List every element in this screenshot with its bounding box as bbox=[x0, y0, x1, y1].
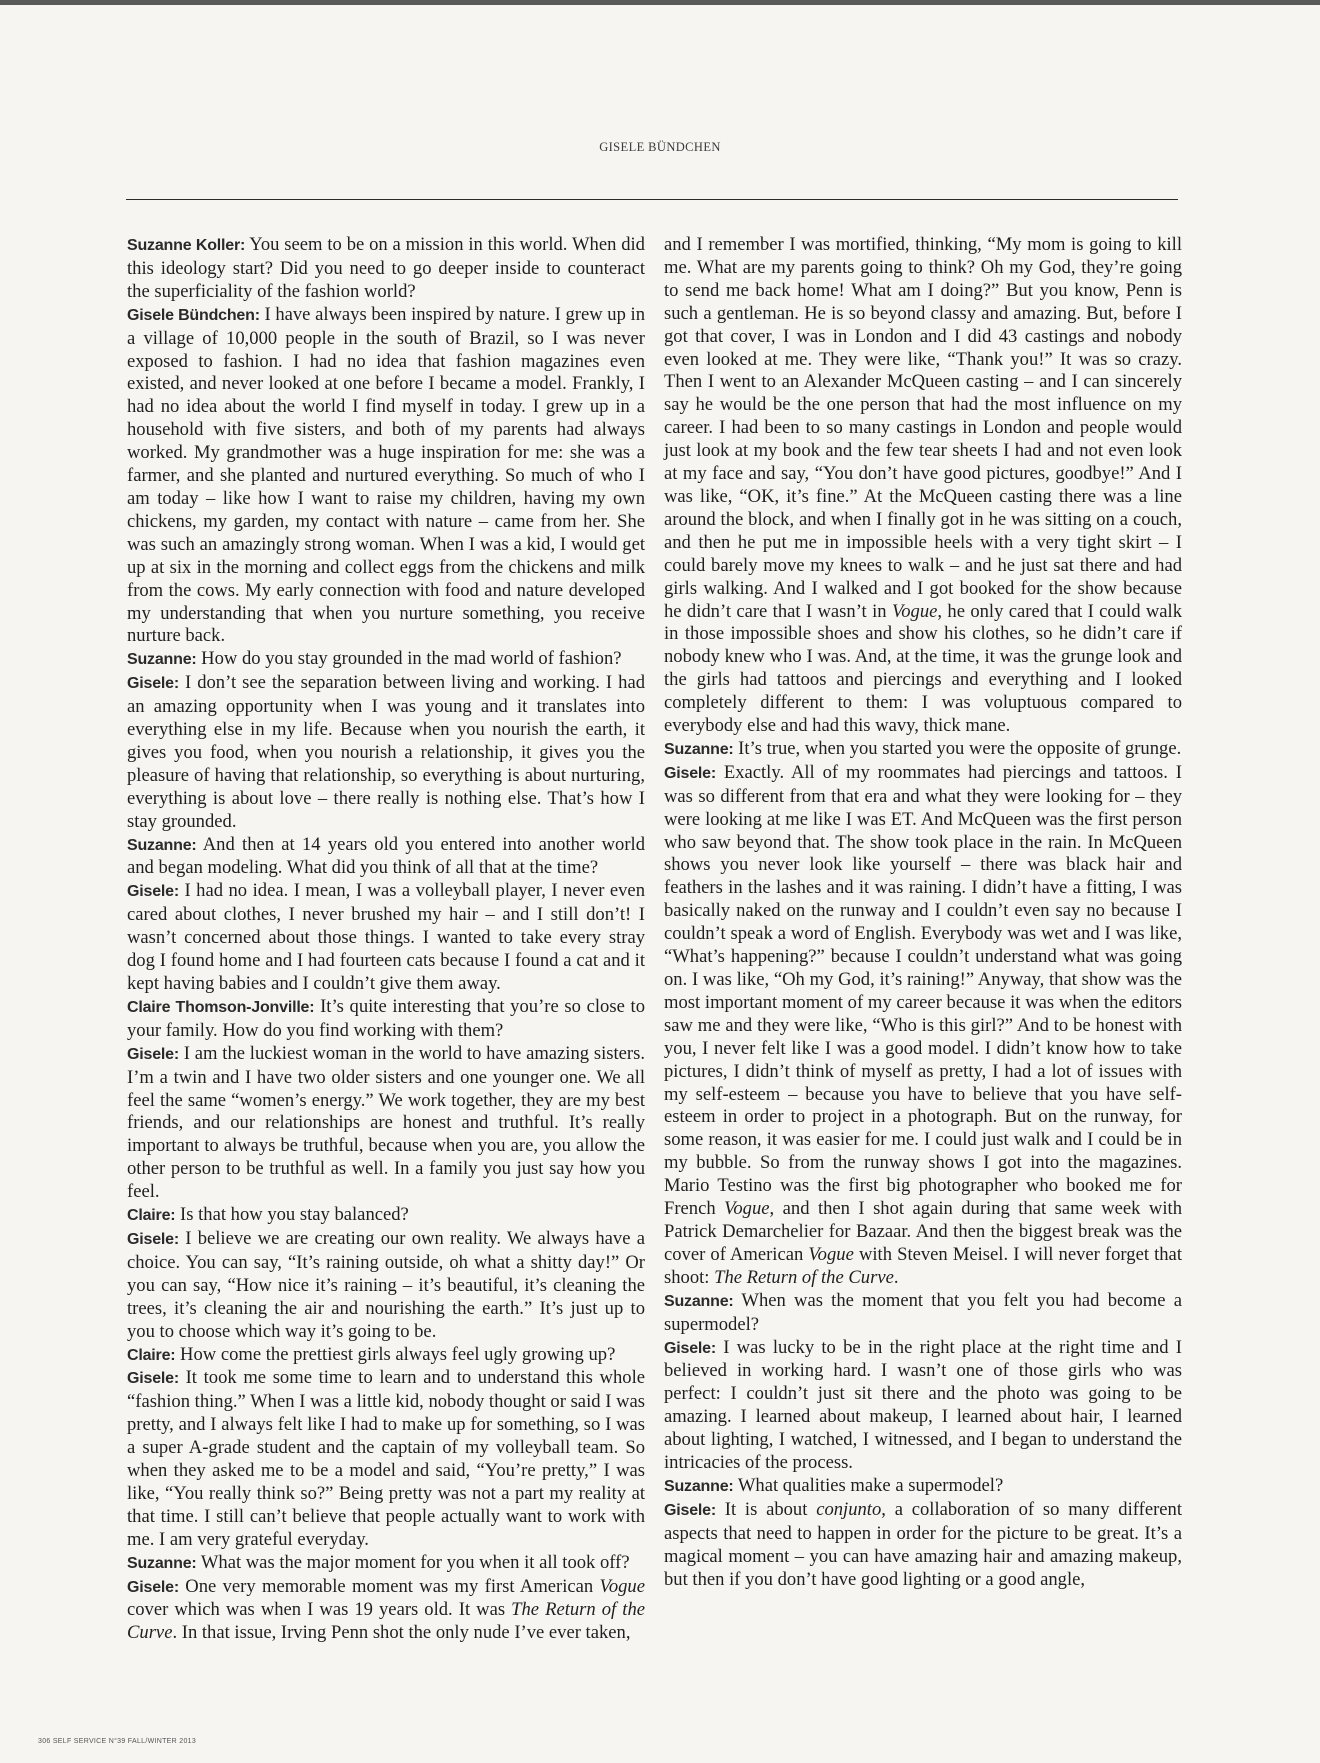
paragraph-text: . In that issue, Irving Penn shot the only nude I’ve ever taken, bbox=[172, 1622, 631, 1644]
paragraph-text: Is that how you stay balanced? bbox=[175, 1204, 409, 1226]
paragraph-text: I don’t see the separation between living and working. I had an amazing opportunity when I was young and it translates into everything else in my life. Because when you nourish the earth, it gives you food, when you nourish a relationship, it gives you the pleasure of having that relationship, so everything is about nurturing, everything is about love – there really is nothing else. That’s how I stay grounded. bbox=[127, 672, 645, 832]
interview-paragraph bbox=[127, 648, 645, 672]
speaker-name: Gisele Bündchen: bbox=[127, 306, 260, 324]
paragraph-text: I am the luckiest woman in the world to have amazing sisters. I’m a twin and I have two older sisters and one younger one. We all feel the same “women’s energy.” We work together, they are my best friends, and our relationships are honest and truthful. It’s really important to always be truthful, because when you are, you allow the other person to be truthful as well. In a family you just say how you feel. bbox=[127, 1042, 645, 1203]
interview-paragraph bbox=[127, 234, 645, 304]
paragraph-text: I have always been inspired by nature. I grew up in a village of 10,000 people in the south of Brazil, so I was never exposed to fashion. I had no idea that fashion magazines even existed, and never looked at one before I became a model. Frankly, I had no idea about the world I find myself in today. I grew up in a household with five sisters, and both of my parents had always worked. My grandmother was a huge inspiration for me: she was a farmer, and she planted and nurtured everything. So much of who I am today – like how I want to raise my children, having my own chickens, my garden, my contact with nature – came from her. She was such an amazingly strong woman. When I was a kid, I would get up at six in the morning and collect eggs from the chickens and milk from the cows. My early connection with food and nature developed my understanding that when you nurture something, you receive nurture back. bbox=[127, 303, 646, 647]
paragraph-text: And then at 14 years old you entered into another world and began modeling. What did you think of all that at the time? bbox=[127, 833, 645, 879]
speaker-name: Gisele: bbox=[664, 1501, 716, 1519]
speaker-name: Gisele: bbox=[127, 675, 179, 693]
interview-paragraph bbox=[127, 672, 645, 833]
interview-paragraph bbox=[127, 1228, 645, 1344]
speaker-name: Claire: bbox=[127, 1207, 176, 1225]
paragraph-text: It’s quite interesting that you’re so close to your family. How do you find working with them? bbox=[127, 995, 645, 1041]
paragraph-text: It took me some time to learn and to understand this whole “fashion thing.” When I was a little kid, nobody thought or said I was pretty, and I always felt like I had to make up for something, so I was a super A-grade student and the captain of my volleyball team. So when they asked me to be a model and said, “You’re pretty,” I was like, “You really think so?” Being pretty was not a part my reality at that time. I still can’t believe that people actually want to work with me. I am very grateful everyday. bbox=[127, 1367, 645, 1550]
interview-paragraph bbox=[664, 234, 1182, 738]
left-column bbox=[127, 234, 645, 1645]
italic-title-text: conjunto bbox=[816, 1498, 882, 1520]
speaker-name: Claire Thomson-Jonville: bbox=[127, 998, 315, 1016]
paragraph-text: What was the major moment for you when it all took off? bbox=[196, 1551, 630, 1573]
paragraph-text: How come the prettiest girls always feel ugly growing up? bbox=[175, 1343, 616, 1365]
paragraph-text: How do you stay grounded in the mad world of fashion? bbox=[196, 648, 622, 670]
paragraph-text: It is about bbox=[715, 1498, 817, 1520]
speaker-name: Suzanne: bbox=[664, 1477, 734, 1495]
interview-paragraph bbox=[664, 1499, 1182, 1592]
speaker-name: Suzanne: bbox=[127, 1554, 197, 1572]
paragraph-text: I had no idea. I mean, I was a volleyball player, I never even cared about clothes, I never brushed my hair – and I still don’t! I wasn’t concerned about those things. I wanted to take every stray dog I found home and I had fourteen cats because I found a cat and it kept having babies and I couldn’t give them away. bbox=[127, 880, 645, 994]
speaker-name: Suzanne: bbox=[127, 836, 197, 854]
paragraph-text: , a collaboration of so many different aspects that need to happen in order for the picture to be great. It’s a magical moment – you can have amazing hair and amazing makeup, but then if you don’t have good lighting or a good angle, bbox=[664, 1498, 1182, 1590]
speaker-name: Gisele: bbox=[127, 1230, 179, 1248]
italic-title-text: Vogue bbox=[724, 1198, 770, 1220]
interview-paragraph bbox=[127, 304, 645, 649]
speaker-name: Gisele: bbox=[127, 883, 179, 901]
paragraph-text: with Steven Meisel. I will never forget that shoot: bbox=[664, 1243, 1182, 1288]
interview-paragraph bbox=[127, 880, 645, 996]
paragraph-text: , he only cared that I could walk in those impossible shoes and show his clothes, so he didn’t care if nobody knew who I was. And, at the time, it was the grunge look and the girls had tattoos and piercings and everything and I looked completely different to them: I was voluptuous compared to everybody else and had this wavy, thick mane. bbox=[664, 600, 1182, 737]
interview-paragraph bbox=[664, 738, 1182, 762]
interview-paragraph bbox=[664, 1290, 1182, 1337]
interview-paragraph bbox=[664, 1337, 1182, 1475]
paragraph-text: Exactly. All of my roommates had piercings and tattoos. I was so different from that era and what they were looking for – they were looking at me like I was ET. And McQueen was the first person who saw beyond that. The show took place in the rain. In McQueen shows you never look like yourself – there was black hair and feathers in the lashes and it was raining. I didn’t have a fitting, I was basically naked on the runway and I couldn’t even say no because I couldn’t speak a word of English. Everybody was wet and I was like, “What’s happening?” because I couldn’t understand what was going on. I was like, “Oh my God, it’s raining!” Anyway, that show was the most important moment of my career because it was when the editors saw me and they were like, “Who is this girl?” And to be honest with you, I never felt like I was a good model. I didn’t know how to take pictures, I didn’t think of myself as pretty, I had a lot of issues with my self-esteem – because you have to believe that you have self-esteem in order to project in a photograph. But on the runway, for some reason, it was easier for me. I could just walk and I could be in my bubble. So from the runway shows I got into the magazines. Mario Testino was the first big photographer who booked me for French bbox=[664, 761, 1182, 1220]
paragraph-text: I was lucky to be in the right place at the right time and I believed in working hard. I wasn’t one of those girls who was perfect: I couldn’t just sit there and the photo was going to be amazing. I learned about makeup, I learned about hair, I learned about lighting, I watched, I witnessed, and I began to understand the intricacies of the process. bbox=[664, 1336, 1182, 1474]
speaker-name: Gisele: bbox=[664, 1339, 716, 1357]
paragraph-text: . bbox=[893, 1266, 899, 1288]
speaker-name: Suzanne: bbox=[127, 651, 197, 669]
page-top-edge bbox=[0, 0, 1320, 5]
page-footer: 306 SELF SERVICE N°39 FALL/WINTER 2013 bbox=[38, 1738, 197, 1745]
interview-paragraph bbox=[127, 996, 645, 1043]
interview-paragraph bbox=[127, 1344, 645, 1368]
interview-paragraph bbox=[664, 1475, 1182, 1499]
paragraph-text: and I remember I was mortified, thinking, “My mom is going to kill me. What are my parents going to think? Oh my God, they’re going to send me back home! What am I doing?” But you know, Penn is such a gentleman. He is so beyond classy and amazing. But, before I got that cover, I was in London and I did 43 castings and nobody even looked at me. They were like, “Thank you!” It was so crazy. Then I went to an Alexander McQueen casting – and I can sincerely say he would be the one person that had the most influence on my career. I had been to so many castings in London and people would just look at my book and the few tear sheets I had and not even look at my face and say, “You don’t have good pictures, goodbye!” And I was like, “OK, it’s fine.” At the McQueen casting there was a line around the block, and when I finally got in he was sitting on a couch, and then he put me in impossible heels with a very tight skirt – I could barely move my knees to walk – and he just sat there and had girls walking. And I walked and I got booked for the show because he didn’t care that I wasn’t in bbox=[664, 234, 1182, 622]
paragraph-text: cover which was when I was 19 years old. It was bbox=[127, 1599, 512, 1621]
italic-title-text: Vogue bbox=[599, 1575, 645, 1597]
paragraph-text: You seem to be on a mission in this world. When did this ideology start? Did you need to go deeper inside to counteract the superficiality of the fashion world? bbox=[127, 234, 645, 302]
interview-paragraph bbox=[127, 834, 645, 881]
speaker-name: Suzanne Koller: bbox=[127, 237, 246, 254]
paragraph-text: When was the moment that you felt you had become a supermodel? bbox=[664, 1289, 1182, 1335]
italic-title-text: The Return of the Curve bbox=[714, 1266, 894, 1288]
paragraph-text: One very memorable moment was my first American bbox=[178, 1575, 600, 1597]
speaker-name: Suzanne: bbox=[664, 1292, 734, 1310]
paragraph-text: , and then I shot again during that same week with Patrick Demarchelier for Bazaar. And then the biggest break was the cover of American bbox=[664, 1198, 1182, 1265]
paragraph-text: I believe we are creating our own reality. We always have a choice. You can say, “It’s raining outside, oh what a shitty day!” Or you can say, “How nice it’s raining – it’s beautiful, it’s cleaning the trees, it’s cleaning the air and nourishing the earth.” It’s just up to you to choose which way it’s going to be. bbox=[127, 1227, 645, 1342]
speaker-name: Claire: bbox=[127, 1346, 176, 1364]
speaker-name: Suzanne: bbox=[664, 740, 734, 758]
speaker-name: Gisele: bbox=[127, 1578, 179, 1596]
interview-paragraph bbox=[127, 1204, 645, 1228]
paragraph-text: It’s true, when you started you were the opposite of grunge. bbox=[733, 737, 1182, 759]
interview-paragraph bbox=[664, 762, 1182, 1290]
speaker-name: Gisele: bbox=[127, 1045, 179, 1063]
header-rule bbox=[126, 199, 1178, 200]
interview-paragraph bbox=[127, 1043, 645, 1204]
speaker-name: Gisele: bbox=[664, 764, 716, 782]
paragraph-text: What qualities make a supermodel? bbox=[733, 1474, 1004, 1496]
interview-paragraph bbox=[127, 1576, 645, 1646]
italic-title-text: Vogue bbox=[808, 1243, 854, 1265]
italic-title-text: Vogue bbox=[891, 600, 938, 622]
speaker-name: Gisele: bbox=[127, 1370, 179, 1388]
interview-paragraph bbox=[127, 1552, 645, 1576]
running-head: GISELE BÜNDCHEN bbox=[599, 140, 721, 154]
italic-title-text: The Return of the Curve bbox=[127, 1599, 645, 1644]
interview-paragraph bbox=[127, 1367, 645, 1551]
right-column bbox=[664, 234, 1182, 1591]
